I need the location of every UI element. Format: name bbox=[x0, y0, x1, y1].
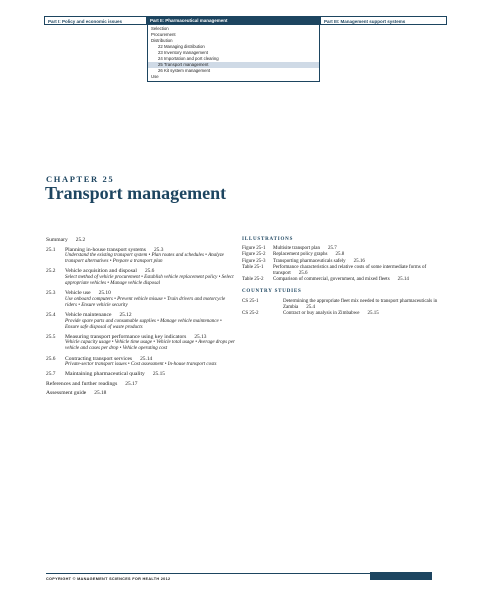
toc-section-25-6[interactable] bbox=[46, 356, 236, 369]
toc-title: Maintaining pharmaceutical quality bbox=[65, 371, 145, 378]
toc-title: Assessment guide bbox=[46, 390, 87, 397]
toc-section-25-4[interactable] bbox=[46, 312, 236, 331]
illustration-title: Transporting pharmaceuticals safely bbox=[273, 258, 346, 264]
toc-title: Vehicle acquisition and disposal bbox=[65, 268, 137, 275]
country-study-item[interactable] bbox=[242, 311, 442, 317]
footer-rule bbox=[46, 573, 370, 574]
toc-subtopics: Use onboard computers • Prevent vehicle misuse • Train drivers and motorcycle riders • Ensure vehicle security bbox=[65, 296, 226, 308]
copyright-notice: COPYRIGHT © MANAGEMENT SCIENCES FOR HEALTH 2012 bbox=[46, 577, 171, 581]
toc-page: 25.14 bbox=[140, 355, 153, 362]
table-of-contents bbox=[46, 237, 236, 397]
toc-page: 25.2 bbox=[75, 237, 86, 243]
toc-number: 25.5 bbox=[46, 333, 56, 340]
nav-item-chapter-26[interactable]: 26 Kit system management bbox=[158, 68, 211, 73]
illustrations-heading: ILLUSTRATIONS bbox=[242, 237, 294, 242]
illustration-page: 25.14 bbox=[397, 277, 409, 283]
toc-title: Vehicle maintenance bbox=[65, 311, 112, 318]
illustration-title: Multisite transport plan bbox=[273, 246, 320, 252]
country-study-title: Determining the appropriate fleet mix needed to transport pharmaceuticals in Zambia bbox=[283, 298, 438, 310]
nav-item-chapter-25-current[interactable]: 25 Transport management bbox=[148, 62, 319, 68]
toc-page: 25.13 bbox=[194, 333, 207, 340]
country-study-title: Contract or buy analysis in Zimbabwe bbox=[283, 311, 360, 317]
nav-item-selection[interactable]: Selection bbox=[151, 26, 169, 31]
toc-summary[interactable] bbox=[46, 237, 236, 244]
tab-part-2[interactable]: Part II: Pharmaceutical management bbox=[147, 16, 320, 25]
tab-part-1[interactable]: Part I: Policy and economic issues bbox=[44, 16, 147, 25]
part-2-contents bbox=[147, 25, 320, 82]
illustration-key: Figure 25-3 bbox=[242, 258, 266, 264]
toc-title: Planning in-house transport systems bbox=[65, 246, 146, 253]
illustrations-list bbox=[242, 237, 442, 317]
nav-item-use[interactable]: Use bbox=[151, 74, 159, 79]
toc-number: 25.6 bbox=[46, 355, 56, 362]
country-study-key: CS 25-1 bbox=[242, 298, 259, 304]
toc-subtopics: Understand the existing transport system • Plan routes and schedules • Analyze transport alternatives • Prepare a transport plan bbox=[65, 253, 224, 265]
nav-item-distribution[interactable]: Distribution bbox=[151, 38, 173, 43]
toc-page: 25.12 bbox=[119, 311, 132, 318]
illustration-key: Figure 25-2 bbox=[242, 252, 266, 258]
toc-number: 25.7 bbox=[46, 371, 56, 378]
illustration-key: Table 25-1 bbox=[242, 264, 264, 270]
toc-section-25-5[interactable] bbox=[46, 334, 236, 353]
country-study-page: 25.4 bbox=[306, 304, 316, 310]
toc-number: 25.4 bbox=[46, 311, 56, 318]
nav-item-chapter-23[interactable]: 23 Inventory management bbox=[158, 50, 208, 55]
illustration-page: 25.6 bbox=[298, 271, 308, 277]
toc-number: 25.1 bbox=[46, 246, 56, 253]
toc-page: 25.10 bbox=[98, 290, 111, 297]
toc-page: 25.18 bbox=[94, 390, 107, 397]
country-studies-heading: COUNTRY STUDIES bbox=[242, 289, 302, 295]
toc-subtopics: Select method of vehicle procurement • Establish vehicle replacement policy • Select appropriate vehicles • Manage vehicle disposal bbox=[65, 274, 234, 287]
country-study-item[interactable] bbox=[242, 299, 442, 311]
toc-title: Contracting transport services bbox=[65, 355, 133, 362]
toc-section-25-2[interactable] bbox=[46, 268, 236, 287]
toc-section-25-1[interactable] bbox=[46, 247, 236, 266]
illustration-key: Figure 25-1 bbox=[242, 246, 266, 252]
toc-subtopics: Provide spare parts and consumable supplies • Manage vehicle maintenance • Ensure safe disposal of waste products bbox=[65, 318, 222, 330]
chapter-number: CHAPTER 25 bbox=[46, 174, 115, 184]
nav-item-chapter-24[interactable]: 24 Importation and port clearing bbox=[158, 56, 219, 61]
toc-number: 25.2 bbox=[46, 268, 56, 275]
toc-title: References and further readings bbox=[46, 380, 118, 387]
toc-page: 25.17 bbox=[125, 380, 138, 387]
illustration-key: Table 25-2 bbox=[242, 277, 264, 283]
illustration-title: Performance characteristics and relative costs of some intermediate forms of transport bbox=[273, 264, 427, 277]
toc-references[interactable] bbox=[46, 381, 236, 388]
toc-title: Summary bbox=[46, 237, 68, 243]
country-study-page: 25.15 bbox=[367, 311, 379, 317]
toc-title: Measuring transport performance using key indicators bbox=[65, 333, 187, 340]
toc-subtopics: Private-sector transport issues • Cost assessment • In-house transport costs bbox=[65, 362, 217, 368]
toc-title: Vehicle use bbox=[65, 290, 91, 297]
toc-page: 25.6 bbox=[144, 268, 155, 275]
toc-assessment-guide[interactable] bbox=[46, 390, 236, 397]
illustration-title: Comparison of commercial, government, and mixed fleets bbox=[273, 277, 390, 283]
toc-number: 25.3 bbox=[46, 290, 56, 297]
part-navigation bbox=[44, 16, 447, 79]
illustration-item[interactable] bbox=[242, 265, 442, 277]
part-tabs bbox=[44, 16, 447, 25]
illustration-page: 25.7 bbox=[327, 246, 337, 252]
nav-item-procurement[interactable]: Procurement bbox=[151, 32, 176, 37]
chapter-title: Transport management bbox=[45, 183, 227, 203]
illustration-item[interactable] bbox=[242, 277, 442, 283]
nav-item-chapter-22[interactable]: 22 Managing distribution bbox=[158, 44, 205, 49]
toc-section-25-7[interactable] bbox=[46, 371, 236, 378]
toc-subtopics: Vehicle capacity usage • Vehicle time usage • Vehicle total usage • Average drops per vehicle and cases per drop • Vehicle operating cost bbox=[65, 340, 235, 352]
toc-page: 25.15 bbox=[152, 371, 165, 378]
tab-part-3[interactable]: Part III: Management support systems bbox=[320, 16, 447, 25]
toc-page: 25.3 bbox=[153, 246, 164, 253]
toc-section-25-3[interactable] bbox=[46, 290, 236, 309]
footer-tab-block bbox=[370, 572, 432, 580]
illustration-page: 25.16 bbox=[353, 258, 365, 264]
illustration-title: Replacement policy graphs bbox=[273, 252, 328, 258]
illustration-page: 25.8 bbox=[335, 252, 345, 258]
country-study-key: CS 25-2 bbox=[242, 311, 259, 317]
